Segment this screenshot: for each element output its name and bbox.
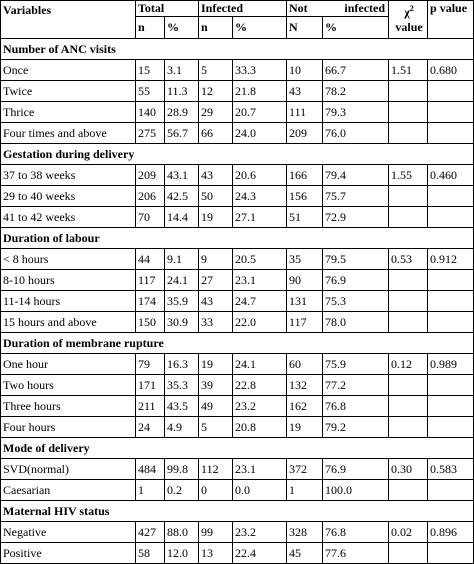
chi-square-value-cell: 0.12 — [389, 354, 428, 375]
chi-square-value-cell — [389, 417, 428, 438]
header-not-pct: % — [323, 17, 389, 39]
infected-pct-cell: 22.8 — [233, 375, 287, 396]
infected-n-cell: 13 — [199, 543, 233, 564]
total-n-cell: 55 — [136, 81, 165, 102]
table-row — [1, 207, 474, 228]
infected-n-cell: 112 — [199, 459, 233, 480]
infected-n-cell: 5 — [199, 417, 233, 438]
not-infected-n-cell: 372 — [287, 459, 323, 480]
not-infected-n-cell: 1 — [287, 480, 323, 501]
total-pct-cell: 11.3 — [165, 81, 199, 102]
p-value-cell — [428, 81, 474, 102]
header-row-1 — [1, 1, 474, 17]
not-infected-pct-cell: 76.8 — [323, 396, 389, 417]
header-not-infected — [287, 1, 389, 17]
section-row — [1, 144, 474, 165]
not-infected-pct-cell: 75.7 — [323, 186, 389, 207]
total-n-cell: 206 — [136, 186, 165, 207]
not-infected-n-cell: 19 — [287, 417, 323, 438]
total-n-cell: 427 — [136, 522, 165, 543]
not-infected-pct-cell: 100.0 — [323, 480, 389, 501]
header-total-n: n — [136, 17, 165, 39]
row-label: Positive — [1, 543, 136, 564]
section-title: Number of ANC visits — [1, 39, 474, 60]
p-value-cell — [428, 102, 474, 123]
p-value-cell — [428, 312, 474, 333]
not-infected-n-cell: 35 — [287, 249, 323, 270]
row-label: Thrice — [1, 102, 136, 123]
infected-n-cell: 9 — [199, 249, 233, 270]
infected-pct-cell: 22.0 — [233, 312, 287, 333]
not-infected-pct-cell: 75.9 — [323, 354, 389, 375]
not-infected-pct-cell: 79.4 — [323, 165, 389, 186]
total-pct-cell: 0.2 — [165, 480, 199, 501]
infected-n-cell: 66 — [199, 123, 233, 144]
total-n-cell: 24 — [136, 417, 165, 438]
row-label: Once — [1, 60, 136, 81]
section-title: Duration of membrane rupture — [1, 333, 474, 354]
p-value-cell: 0.896 — [428, 522, 474, 543]
chi-square-value-cell: 0.53 — [389, 249, 428, 270]
p-value-cell — [428, 543, 474, 564]
section-title: Mode of delivery — [1, 438, 474, 459]
chi-square-value-cell — [389, 312, 428, 333]
not-infected-n-cell: 166 — [287, 165, 323, 186]
infected-n-cell: 19 — [199, 354, 233, 375]
header-not-n: N — [287, 17, 323, 39]
table-row — [1, 375, 474, 396]
table-row — [1, 291, 474, 312]
total-pct-cell: 14.4 — [165, 207, 199, 228]
p-value-cell — [428, 291, 474, 312]
infected-pct-cell: 21.8 — [233, 81, 287, 102]
not-infected-n-cell: 90 — [287, 270, 323, 291]
infected-n-cell: 29 — [199, 102, 233, 123]
header-variables: Variables — [1, 1, 136, 39]
not-infected-pct-cell: 72.9 — [323, 207, 389, 228]
not-infected-pct-cell: 79.3 — [323, 102, 389, 123]
infected-pct-cell: 20.6 — [233, 165, 287, 186]
chi-symbol: χ — [404, 5, 410, 19]
chi-square-value-cell: 0.30 — [389, 459, 428, 480]
infected-n-cell: 49 — [199, 396, 233, 417]
total-pct-cell: 30.9 — [165, 312, 199, 333]
row-label: Four times and above — [1, 123, 136, 144]
infected-n-cell: 5 — [199, 60, 233, 81]
chi-square-value-cell: 1.55 — [389, 165, 428, 186]
table-row — [1, 102, 474, 123]
table-row — [1, 417, 474, 438]
row-label: 29 to 40 weeks — [1, 186, 136, 207]
section-title: Gestation during delivery — [1, 144, 474, 165]
infected-n-cell: 39 — [199, 375, 233, 396]
infected-pct-cell: 24.1 — [233, 354, 287, 375]
chi-square-value-cell — [389, 480, 428, 501]
table-row — [1, 165, 474, 186]
infected-n-cell: 33 — [199, 312, 233, 333]
total-n-cell: 275 — [136, 123, 165, 144]
row-label: 37 to 38 weeks — [1, 165, 136, 186]
total-n-cell: 70 — [136, 207, 165, 228]
row-label: One hour — [1, 354, 136, 375]
table-body — [1, 39, 474, 564]
total-pct-cell: 12.0 — [165, 543, 199, 564]
infected-pct-cell: 20.8 — [233, 417, 287, 438]
row-label: Four hours — [1, 417, 136, 438]
chi-square-value-cell — [389, 207, 428, 228]
total-n-cell: 15 — [136, 60, 165, 81]
table-row — [1, 60, 474, 81]
chi-square-value-cell: 0.02 — [389, 522, 428, 543]
infected-n-cell: 12 — [199, 81, 233, 102]
chi-superscript: 2 — [409, 4, 414, 13]
total-pct-cell: 99.8 — [165, 459, 199, 480]
header-total-pct: % — [165, 17, 199, 39]
total-n-cell: 171 — [136, 375, 165, 396]
total-n-cell: 79 — [136, 354, 165, 375]
not-infected-n-cell: 43 — [287, 81, 323, 102]
table-row — [1, 480, 474, 501]
header-not-right: infected — [344, 1, 386, 15]
total-n-cell: 209 — [136, 165, 165, 186]
chi-square-value-cell — [389, 291, 428, 312]
table-row — [1, 123, 474, 144]
table-row — [1, 396, 474, 417]
chi-square-value-cell — [389, 81, 428, 102]
p-value-cell: 0.583 — [428, 459, 474, 480]
row-label: Three hours — [1, 396, 136, 417]
chi-square-value-cell — [389, 270, 428, 291]
infected-pct-cell: 24.7 — [233, 291, 287, 312]
infected-pct-cell: 27.1 — [233, 207, 287, 228]
table-row — [1, 354, 474, 375]
not-infected-n-cell: 162 — [287, 396, 323, 417]
infected-pct-cell: 0.0 — [233, 480, 287, 501]
chi-square-value-cell — [389, 396, 428, 417]
total-pct-cell: 43.5 — [165, 396, 199, 417]
table-row — [1, 270, 474, 291]
infected-pct-cell: 23.1 — [233, 270, 287, 291]
total-n-cell: 140 — [136, 102, 165, 123]
not-infected-n-cell: 111 — [287, 102, 323, 123]
not-infected-pct-cell: 66.7 — [323, 60, 389, 81]
not-infected-n-cell: 117 — [287, 312, 323, 333]
not-infected-pct-cell: 77.2 — [323, 375, 389, 396]
header-not-left: Not — [289, 1, 308, 15]
chi-square-value-cell — [389, 543, 428, 564]
p-value-cell: 0.912 — [428, 249, 474, 270]
section-title: Duration of labour — [1, 228, 474, 249]
total-pct-cell: 35.3 — [165, 375, 199, 396]
row-label: Caesarian — [1, 480, 136, 501]
p-value-cell — [428, 417, 474, 438]
row-label: 41 to 42 weeks — [1, 207, 136, 228]
total-pct-cell: 28.9 — [165, 102, 199, 123]
infected-n-cell: 43 — [199, 291, 233, 312]
not-infected-pct-cell: 79.5 — [323, 249, 389, 270]
not-infected-n-cell: 209 — [287, 123, 323, 144]
header-total: Total — [136, 1, 199, 17]
header-infected-n: n — [199, 17, 233, 39]
total-pct-cell: 9.1 — [165, 249, 199, 270]
not-infected-n-cell: 45 — [287, 543, 323, 564]
not-infected-pct-cell: 76.9 — [323, 459, 389, 480]
total-n-cell: 150 — [136, 312, 165, 333]
total-pct-cell: 35.9 — [165, 291, 199, 312]
total-n-cell: 117 — [136, 270, 165, 291]
total-pct-cell: 4.9 — [165, 417, 199, 438]
total-n-cell: 1 — [136, 480, 165, 501]
not-infected-pct-cell: 76.8 — [323, 522, 389, 543]
p-value-cell — [428, 375, 474, 396]
total-pct-cell: 3.1 — [165, 60, 199, 81]
section-title: Maternal HIV status — [1, 501, 474, 522]
section-row — [1, 228, 474, 249]
infected-pct-cell: 23.2 — [233, 396, 287, 417]
chi-square-value-cell: 1.51 — [389, 60, 428, 81]
chi-value-label: value — [395, 20, 423, 34]
infected-pct-cell: 23.1 — [233, 459, 287, 480]
header-chi-square — [389, 1, 428, 39]
infected-pct-cell: 22.4 — [233, 543, 287, 564]
table-row — [1, 312, 474, 333]
not-infected-pct-cell: 78.0 — [323, 312, 389, 333]
infected-pct-cell: 20.7 — [233, 102, 287, 123]
row-label: SVD(normal) — [1, 459, 136, 480]
total-n-cell: 44 — [136, 249, 165, 270]
header-infected: Infected — [199, 1, 287, 17]
not-infected-pct-cell: 78.2 — [323, 81, 389, 102]
p-value-cell — [428, 396, 474, 417]
infected-n-cell: 43 — [199, 165, 233, 186]
row-label: Twice — [1, 81, 136, 102]
not-infected-n-cell: 156 — [287, 186, 323, 207]
table-row — [1, 459, 474, 480]
p-value-cell: 0.989 — [428, 354, 474, 375]
total-pct-cell: 16.3 — [165, 354, 199, 375]
section-row — [1, 39, 474, 60]
total-pct-cell: 88.0 — [165, 522, 199, 543]
not-infected-pct-cell: 75.3 — [323, 291, 389, 312]
infected-pct-cell: 23.2 — [233, 522, 287, 543]
infected-pct-cell: 24.0 — [233, 123, 287, 144]
p-value-cell — [428, 207, 474, 228]
row-label: 11-14 hours — [1, 291, 136, 312]
not-infected-n-cell: 10 — [287, 60, 323, 81]
not-infected-pct-cell: 76.9 — [323, 270, 389, 291]
row-label: < 8 hours — [1, 249, 136, 270]
p-value-cell: 0.680 — [428, 60, 474, 81]
chi-square-value-cell — [389, 102, 428, 123]
not-infected-pct-cell: 76.0 — [323, 123, 389, 144]
infected-pct-cell: 24.3 — [233, 186, 287, 207]
p-value-cell: 0.460 — [428, 165, 474, 186]
p-value-cell — [428, 270, 474, 291]
total-n-cell: 484 — [136, 459, 165, 480]
row-label: 8-10 hours — [1, 270, 136, 291]
chi-square-value-cell — [389, 123, 428, 144]
section-row — [1, 333, 474, 354]
infected-n-cell: 50 — [199, 186, 233, 207]
table-row — [1, 522, 474, 543]
table-row — [1, 249, 474, 270]
row-label: Negative — [1, 522, 136, 543]
chi-square-value-cell — [389, 186, 428, 207]
not-infected-pct-cell: 77.6 — [323, 543, 389, 564]
header-p-value: p value — [428, 1, 474, 39]
infected-pct-cell: 33.3 — [233, 60, 287, 81]
chi-square-value-cell — [389, 375, 428, 396]
total-pct-cell: 42.5 — [165, 186, 199, 207]
total-n-cell: 58 — [136, 543, 165, 564]
not-infected-n-cell: 51 — [287, 207, 323, 228]
infected-n-cell: 99 — [199, 522, 233, 543]
header-infected-pct: % — [233, 17, 287, 39]
table-row — [1, 543, 474, 564]
infected-n-cell: 19 — [199, 207, 233, 228]
not-infected-n-cell: 328 — [287, 522, 323, 543]
row-label: Two hours — [1, 375, 136, 396]
table-row — [1, 81, 474, 102]
not-infected-n-cell: 132 — [287, 375, 323, 396]
section-row — [1, 438, 474, 459]
infected-pct-cell: 20.5 — [233, 249, 287, 270]
not-infected-n-cell: 60 — [287, 354, 323, 375]
total-n-cell: 211 — [136, 396, 165, 417]
infected-n-cell: 0 — [199, 480, 233, 501]
table-row — [1, 186, 474, 207]
not-infected-pct-cell: 79.2 — [323, 417, 389, 438]
total-pct-cell: 43.1 — [165, 165, 199, 186]
infected-n-cell: 27 — [199, 270, 233, 291]
p-value-cell — [428, 123, 474, 144]
row-label: 15 hours and above — [1, 312, 136, 333]
total-pct-cell: 56.7 — [165, 123, 199, 144]
p-value-cell — [428, 480, 474, 501]
total-n-cell: 174 — [136, 291, 165, 312]
section-row — [1, 501, 474, 522]
p-value-cell — [428, 186, 474, 207]
total-pct-cell: 24.1 — [165, 270, 199, 291]
not-infected-n-cell: 131 — [287, 291, 323, 312]
